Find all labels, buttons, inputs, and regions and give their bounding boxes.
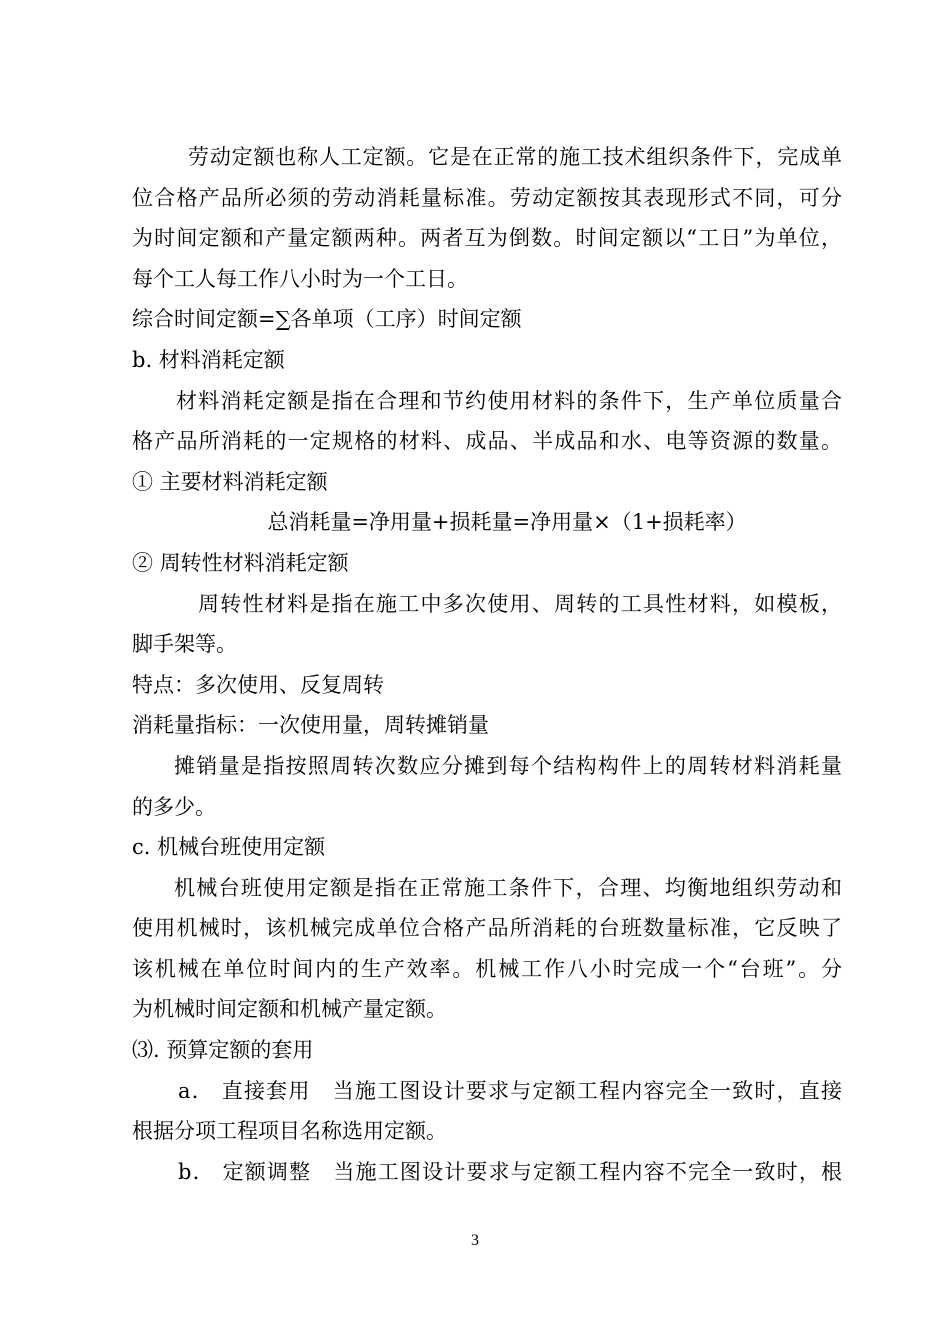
subsection-heading: ② 周转性材料消耗定额 <box>132 550 349 575</box>
paragraph-line: 消耗量指标：一次使用量，周转摊销量 <box>132 713 489 738</box>
paragraph-line: 劳动定额也称人工定额。它是在正常的施工技术组织条件下，完成单 <box>188 145 842 169</box>
paragraph-line: 脚手架等。 <box>132 632 237 657</box>
section-heading: ⑶. 预算定额的套用 <box>132 1038 314 1063</box>
paragraph-line: b． 定额调整 当施工图设计要求与定额工程内容不完全一致时，根 <box>178 1159 842 1184</box>
paragraph-line: 为机械时间定额和机械产量定额。 <box>132 997 447 1022</box>
paragraph-line: 使用机械时，该机械完成单位合格产品所消耗的台班数量标准，它反映了 <box>132 916 842 941</box>
paragraph-line: 特点：多次使用、反复周转 <box>132 672 384 697</box>
paragraph-line: 的多少。 <box>132 794 216 819</box>
body-text <box>132 137 842 1192</box>
paragraph-line: 机械台班使用定额是指在正常施工条件下，合理、均衡地组织劳动和 <box>174 875 842 900</box>
paragraph-line: 周转性材料是指在施工中多次使用、周转的工具性材料，如模板， <box>198 591 842 616</box>
paragraph-line: 位合格产品所必须的劳动消耗量标准。劳动定额按其表现形式不同，可分 <box>132 185 842 210</box>
section-heading: c. 机械台班使用定额 <box>132 835 326 860</box>
paragraph-line: 该机械在单位时间内的生产效率。机械工作八小时完成一个“台班”。分 <box>132 956 842 981</box>
paragraph-line: 每个工人每工作八小时为一个工日。 <box>132 266 468 291</box>
section-heading: b. 材料消耗定额 <box>132 347 285 372</box>
paragraph-line: 为时间定额和产量定额两种。两者互为倒数。时间定额以“工日”为单位， <box>132 226 842 251</box>
paragraph-line: a． 直接套用 当施工图设计要求与定额工程内容完全一致时，直接 <box>178 1078 842 1103</box>
subsection-heading: ① 主要材料消耗定额 <box>132 469 328 494</box>
formula-line: 综合时间定额=∑各单项（工序）时间定额 <box>132 307 522 332</box>
paragraph-line: 格产品所消耗的一定规格的材料、成品、半成品和水、电等资源的数量。 <box>132 429 842 454</box>
paragraph-line: 材料消耗定额是指在合理和节约使用材料的条件下，生产单位质量合 <box>176 388 842 413</box>
paragraph-line: 摊销量是指按照周转次数应分摊到每个结构构件上的周转材料消耗量 <box>174 753 842 778</box>
page-number: 3 <box>471 1232 479 1249</box>
formula-line: 总消耗量=净用量+损耗量=净用量×（1+损耗率） <box>267 510 747 535</box>
paragraph-line: 根据分项工程项目名称选用定额。 <box>132 1119 447 1144</box>
